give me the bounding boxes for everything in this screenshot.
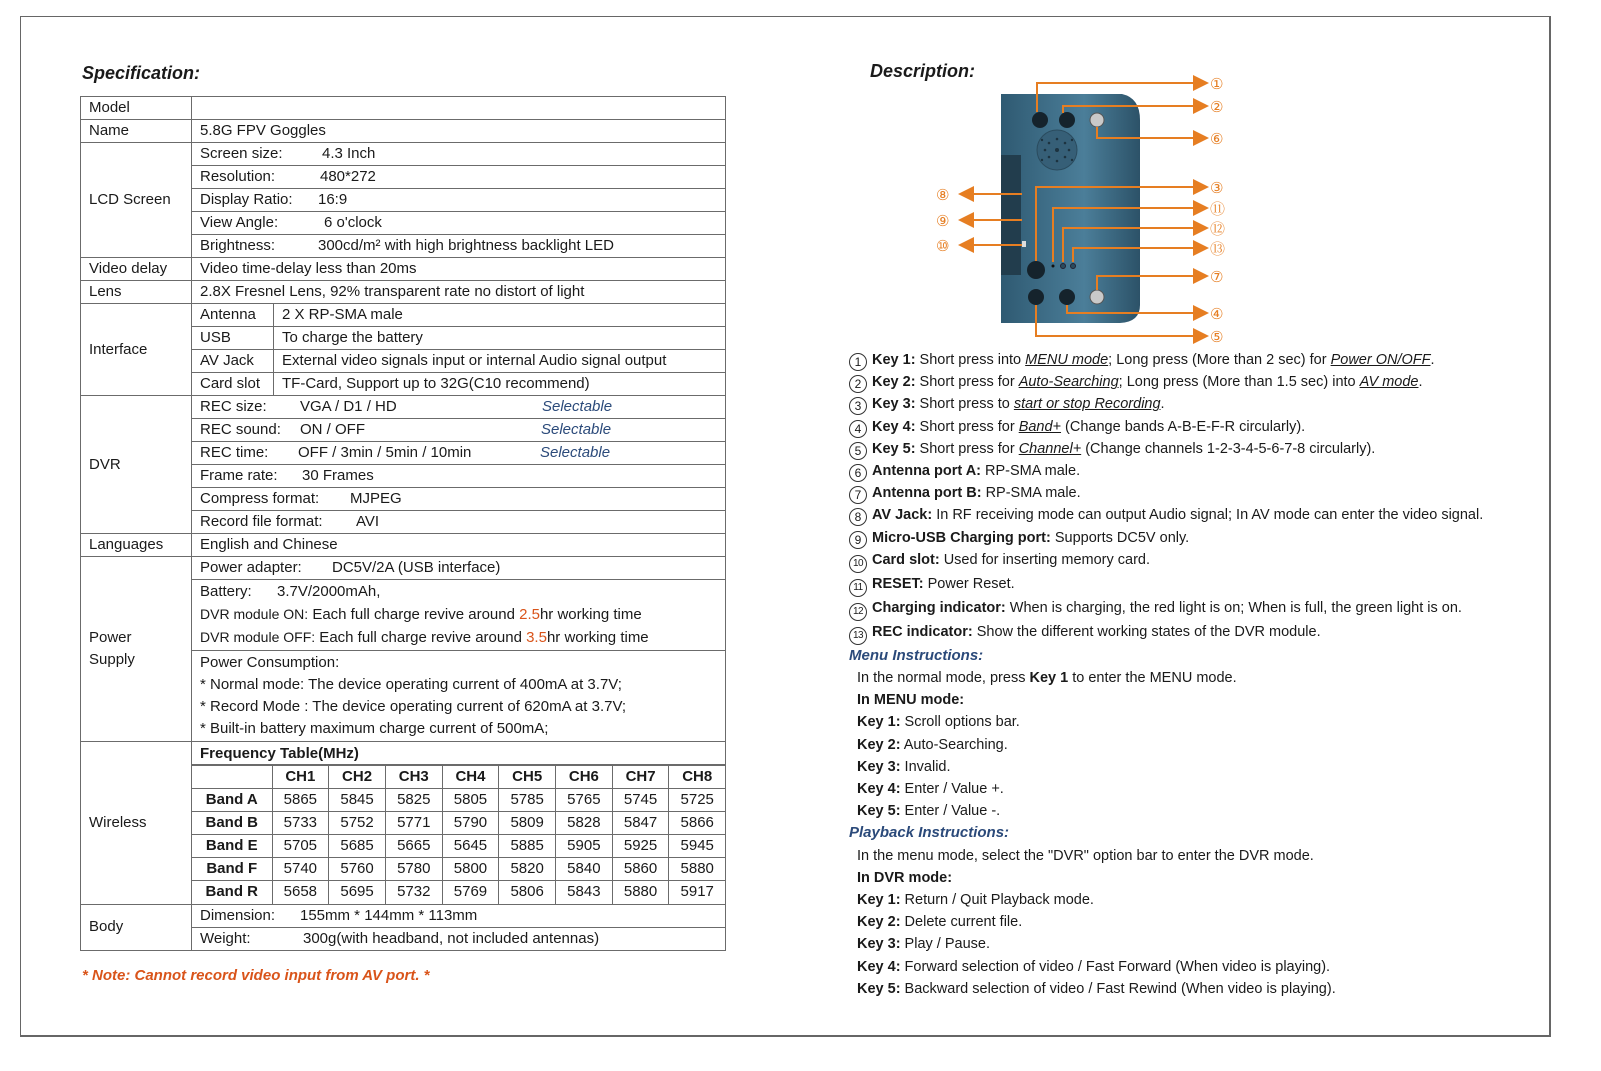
kv-key: Screen size: <box>200 145 283 162</box>
freq-cell: 5658 <box>272 881 329 904</box>
number-badge: 7 <box>849 486 867 504</box>
freq-cell: 5732 <box>385 881 442 904</box>
item-label: Micro-USB Charging port: <box>872 529 1051 546</box>
row-value <box>192 97 726 120</box>
key-label: Key 3: <box>857 936 901 953</box>
item-label: Key 5: <box>872 440 916 457</box>
dvr-on-text: Each full charge revive around <box>308 606 520 623</box>
item-label: Antenna port B: <box>872 485 982 502</box>
consumption-title: Power Consumption: <box>200 654 340 671</box>
item-label: Card slot: <box>872 551 940 568</box>
band-row <box>192 812 725 835</box>
freq-cell: 5785 <box>499 789 556 812</box>
list-item <box>849 621 1483 645</box>
emphasis: Band+ <box>1018 418 1062 435</box>
row-value <box>192 511 726 534</box>
row-value: English and Chinese <box>192 534 726 557</box>
callout-3: ③ <box>1210 179 1224 197</box>
kv-value: ON / OFF <box>300 421 365 438</box>
sub-label: USB <box>192 327 274 350</box>
kv-key: Resolution: <box>200 168 276 185</box>
consumption-line: * Normal mode: The device operating current of 400mA at 3.7V; <box>200 676 622 693</box>
freq-cell: 5760 <box>329 858 386 881</box>
sub-label: Antenna <box>192 304 274 327</box>
battery-cell <box>192 580 726 651</box>
freq-cell: 5745 <box>612 789 669 812</box>
freq-cell: 5809 <box>499 812 556 835</box>
item-text: Short press to <box>915 396 1014 413</box>
freq-cell: 5860 <box>612 858 669 881</box>
freq-cell: 5705 <box>272 835 329 858</box>
table-row-body <box>81 904 726 927</box>
dvr-off-hours: 3.5 <box>526 629 547 646</box>
kv-key: Frame rate: <box>200 467 278 484</box>
row-label: Languages <box>81 534 192 557</box>
channel-header: CH1 <box>272 766 329 789</box>
number-badge: 10 <box>849 555 867 573</box>
row-label: DVR <box>81 396 192 534</box>
kv-key: Battery: <box>200 583 252 600</box>
freq-cell: 5740 <box>272 858 329 881</box>
dvr-on-prefix: DVR module ON: <box>200 606 309 622</box>
consumption-cell <box>192 651 726 742</box>
list-item <box>849 482 1483 504</box>
callout-12: ⑫ <box>1210 220 1226 238</box>
item-text: . <box>1418 374 1423 391</box>
callout-4: ④ <box>1210 305 1224 323</box>
row-value <box>192 442 726 465</box>
row-value <box>192 465 726 488</box>
list-item <box>849 349 1483 371</box>
menu-key-item <box>849 734 1483 756</box>
kv-value: 16:9 <box>318 191 348 208</box>
channel-header: CH5 <box>499 766 556 789</box>
description-list <box>849 349 1483 1000</box>
kv-value: AVI <box>356 513 380 530</box>
freq-cell: 5825 <box>385 789 442 812</box>
callout-11: ⑪ <box>1210 200 1226 218</box>
row-label: Name <box>81 120 192 143</box>
band-row <box>192 881 725 904</box>
channel-header: CH3 <box>385 766 442 789</box>
callout-5: ⑤ <box>1210 328 1224 346</box>
kv-key: Display Ratio: <box>200 191 293 208</box>
item-text: Short press into <box>915 352 1026 368</box>
key-label: Key 2: <box>857 736 901 753</box>
key-text: Forward selection of video / Fast Forward (When video is playing). <box>900 958 1331 975</box>
freq-cell: 5880 <box>612 881 669 904</box>
table-row-video-delay <box>81 258 726 281</box>
mode-title: In DVR mode: <box>857 869 953 886</box>
table-row-wireless <box>81 742 726 905</box>
item-text: Short press for <box>915 374 1019 391</box>
menu-key-item <box>849 711 1483 733</box>
channel-header: CH4 <box>442 766 499 789</box>
row-value: 5.8G FPV Goggles <box>192 120 726 143</box>
key-text: Return / Quit Playback mode. <box>900 892 1094 909</box>
item-text: RP-SMA male. <box>981 463 1081 480</box>
key-label: Key 3: <box>857 758 901 775</box>
key-text: Enter / Value -. <box>900 803 1001 820</box>
key-label: Key 5: <box>857 980 901 997</box>
table-row-languages <box>81 534 726 557</box>
dvr-off-prefix: DVR module OFF: <box>200 629 316 645</box>
key-text: Play / Pause. <box>900 936 990 953</box>
row-label: Lens <box>81 281 192 304</box>
row-label: Interface <box>81 304 192 396</box>
table-row-name <box>81 120 726 143</box>
list-item <box>849 460 1483 482</box>
list-item <box>849 573 1483 597</box>
row-label: Body <box>81 904 192 950</box>
sub-label: Card slot <box>192 373 274 396</box>
kv-key: Brightness: <box>200 237 276 254</box>
selectable-tag: Selectable <box>541 421 612 438</box>
freq-cell: 5866 <box>669 812 725 835</box>
key-text: Enter / Value +. <box>900 781 1004 798</box>
kv-key: Weight: <box>200 929 251 947</box>
callout-7: ⑦ <box>1210 268 1224 286</box>
item-text: . <box>1160 396 1165 413</box>
kv-value: OFF / 3min / 5min / 10min <box>298 444 472 461</box>
kv-key: Dimension: <box>200 906 276 924</box>
freq-cell: 5695 <box>329 881 386 904</box>
number-badge: 4 <box>849 420 867 438</box>
freq-cell: 5945 <box>669 835 725 858</box>
key-label: Key 2: <box>857 914 901 931</box>
kv-value: 480*272 <box>320 168 376 185</box>
callout-1: ① <box>1210 75 1224 93</box>
freq-cell: 5790 <box>442 812 499 835</box>
item-text: Power Reset. <box>923 575 1015 592</box>
kv-key: Power adapter: <box>200 559 302 576</box>
row-value <box>192 488 726 511</box>
sub-value: 2 X RP-SMA male <box>274 304 726 327</box>
freq-cell: 5828 <box>556 812 613 835</box>
item-label: Key 4: <box>872 418 916 435</box>
freq-cell: 5847 <box>612 812 669 835</box>
callout-6: ⑥ <box>1210 130 1224 148</box>
selectable-tag: Selectable <box>542 398 613 415</box>
list-item <box>849 549 1483 573</box>
menu-key-item <box>849 778 1483 800</box>
dvr-on-suffix: hr working time <box>539 606 642 623</box>
row-label <box>81 557 192 742</box>
item-label: Key 3: <box>872 396 916 413</box>
specification-heading: Specification: <box>82 63 201 83</box>
goggles-side-panel-illustration <box>930 70 1240 350</box>
table-row-power <box>81 557 726 580</box>
kv-value: DC5V/2A (USB interface) <box>332 559 501 576</box>
number-badge: 2 <box>849 375 867 393</box>
number-badge: 11 <box>849 579 867 597</box>
number-badge: 8 <box>849 508 867 526</box>
freq-cell: 5880 <box>669 858 725 881</box>
playback-key-item <box>849 911 1483 933</box>
key-label: Key 4: <box>857 958 901 975</box>
band-label: Band A <box>192 789 272 812</box>
row-label: Video delay <box>81 258 192 281</box>
sub-value: External video signals input or internal Audio signal output <box>274 350 726 373</box>
item-text: Show the different working states of the DVR module. <box>972 623 1321 640</box>
item-label: AV Jack: <box>872 507 933 524</box>
item-label: Antenna port A: <box>872 463 982 480</box>
intro-text: to enter the MENU mode. <box>1068 670 1237 687</box>
number-badge: 13 <box>849 627 867 645</box>
corner-cell <box>192 766 272 789</box>
table-row-model <box>81 97 726 120</box>
selectable-tag: Selectable <box>540 444 611 461</box>
menu-intro <box>849 667 1483 689</box>
frequency-table <box>192 765 725 904</box>
key-text: Delete current file. <box>900 914 1023 931</box>
number-badge: 1 <box>849 353 867 371</box>
key-text: Auto-Searching. <box>900 736 1008 753</box>
row-label: LCD Screen <box>81 143 192 258</box>
dvr-on-hours: 2.5 <box>519 606 540 623</box>
specification-table <box>80 96 726 951</box>
kv-key: View Angle: <box>200 214 279 231</box>
item-label: Charging indicator: <box>872 599 1006 616</box>
freq-cell: 5925 <box>612 835 669 858</box>
callout-13: ⑬ <box>1210 240 1226 258</box>
table-row-dvr <box>81 396 726 419</box>
emphasis: Power ON/OFF <box>1330 352 1431 368</box>
frequency-header-row <box>192 766 725 789</box>
row-value: 2.8X Fresnel Lens, 92% transparent rate no distort of light <box>192 281 726 304</box>
menu-key-item <box>849 756 1483 778</box>
emphasis: MENU mode <box>1025 352 1109 368</box>
freq-cell: 5780 <box>385 858 442 881</box>
playback-key-item <box>849 933 1483 955</box>
menu-key-item <box>849 800 1483 822</box>
freq-cell: 5805 <box>442 789 499 812</box>
row-value: Video time-delay less than 20ms <box>192 258 726 281</box>
row-value <box>192 396 726 419</box>
freq-cell: 5843 <box>556 881 613 904</box>
kv-key: REC time: <box>200 444 269 461</box>
power-label: Power Supply <box>89 629 135 668</box>
freq-cell: 5840 <box>556 858 613 881</box>
row-label: Model <box>81 97 192 120</box>
kv-value: 30 Frames <box>302 467 374 484</box>
row-value <box>192 927 726 950</box>
menu-mode-title <box>849 689 1483 711</box>
item-label: Key 1: <box>872 352 916 368</box>
freq-cell: 5752 <box>329 812 386 835</box>
device-diagram <box>930 70 1240 350</box>
callout-10: ⑩ <box>936 237 950 255</box>
band-label: Band R <box>192 881 272 904</box>
freq-cell: 5806 <box>499 881 556 904</box>
freq-cell: 5820 <box>499 858 556 881</box>
freq-cell: 5800 <box>442 858 499 881</box>
sub-value: TF-Card, Support up to 32G(C10 recommend) <box>274 373 726 396</box>
row-value <box>192 557 726 580</box>
playback-key-item <box>849 889 1483 911</box>
list-item <box>849 371 1483 393</box>
kv-key: REC sound: <box>200 421 281 438</box>
number-badge: 3 <box>849 397 867 415</box>
freq-cell: 5917 <box>669 881 725 904</box>
item-text: . <box>1430 352 1435 368</box>
item-label: Key 2: <box>872 374 916 391</box>
kv-value: 3.7V/2000mAh, <box>277 583 381 600</box>
emphasis: AV mode <box>1359 374 1419 391</box>
row-value <box>192 189 726 212</box>
item-text: Short press for <box>915 418 1019 435</box>
frequency-table-cell <box>192 742 726 905</box>
freq-cell: 5905 <box>556 835 613 858</box>
item-label: REC indicator: <box>872 623 973 640</box>
kv-value: MJPEG <box>350 490 402 507</box>
emphasis: Auto-Searching <box>1018 374 1119 391</box>
freq-cell: 5845 <box>329 789 386 812</box>
table-row-lens <box>81 281 726 304</box>
number-badge: 12 <box>849 603 867 621</box>
av-port-note: * Note: Cannot record video input from AV port. * <box>82 967 430 984</box>
band-label: Band B <box>192 812 272 835</box>
channel-header: CH7 <box>612 766 669 789</box>
number-badge: 5 <box>849 442 867 460</box>
kv-value: 300g(with headband, not included antennas) <box>303 929 600 947</box>
row-value <box>192 166 726 189</box>
list-item <box>849 416 1483 438</box>
key-text: Backward selection of video / Fast Rewind (When video is playing). <box>900 980 1336 997</box>
callout-2: ② <box>1210 98 1224 116</box>
kv-value: VGA / D1 / HD <box>300 398 397 415</box>
kv-key: REC size: <box>200 398 267 415</box>
intro-key: Key 1 <box>1029 670 1069 687</box>
list-item <box>849 393 1483 415</box>
dvr-mode-title <box>849 867 1483 889</box>
row-value <box>192 143 726 166</box>
item-text: (Change bands A-B-E-F-R circularly). <box>1061 418 1306 435</box>
playback-key-item <box>849 956 1483 978</box>
kv-key: Record file format: <box>200 513 323 530</box>
row-label: Wireless <box>81 742 192 905</box>
description-heading: Description: <box>870 61 976 81</box>
consumption-line: * Record Mode : The device operating current of 620mA at 3.7V; <box>200 698 627 715</box>
key-label: Key 4: <box>857 781 901 798</box>
consumption-line: * Built-in battery maximum charge current of 500mA; <box>200 720 549 737</box>
item-text: When is charging, the red light is on; When is full, the green light is on. <box>1005 599 1462 616</box>
freq-cell: 5725 <box>669 789 725 812</box>
freq-cell: 5769 <box>442 881 499 904</box>
list-item <box>849 527 1483 549</box>
key-label: Key 1: <box>857 892 901 909</box>
kv-value: 300cd/m² with high brightness backlight LED <box>318 237 614 254</box>
sub-label: AV Jack <box>192 350 274 373</box>
frequency-table-title: Frequency Table(MHz) <box>192 742 725 765</box>
band-row <box>192 835 725 858</box>
kv-value: 6 o'clock <box>324 214 382 231</box>
freq-cell: 5733 <box>272 812 329 835</box>
list-item <box>849 597 1483 621</box>
item-label: RESET: <box>872 575 924 592</box>
item-text: Used for inserting memory card. <box>939 551 1150 568</box>
kv-value: 4.3 Inch <box>322 145 376 162</box>
channel-header: CH6 <box>556 766 613 789</box>
table-row-lcd <box>81 143 726 166</box>
band-row <box>192 858 725 881</box>
mode-title: In MENU mode: <box>857 692 965 709</box>
list-item <box>849 504 1483 526</box>
item-text: In RF receiving mode can output Audio signal; In AV mode can enter the video signal. <box>932 507 1484 524</box>
playback-instructions-heading: Playback Instructions: <box>849 824 1010 842</box>
channel-header: CH2 <box>329 766 386 789</box>
freq-cell: 5771 <box>385 812 442 835</box>
kv-value: 155mm * 144mm * 113mm <box>300 906 478 924</box>
freq-cell: 5645 <box>442 835 499 858</box>
sub-value: To charge the battery <box>274 327 726 350</box>
number-badge: 6 <box>849 464 867 482</box>
list-item <box>849 438 1483 460</box>
key-text: Invalid. <box>900 758 951 775</box>
playback-key-item <box>849 978 1483 1000</box>
item-text: RP-SMA male. <box>981 485 1081 502</box>
freq-cell: 5685 <box>329 835 386 858</box>
row-value <box>192 419 726 442</box>
intro-text: In the normal mode, press <box>857 670 1030 687</box>
row-value <box>192 904 726 927</box>
playback-intro: In the menu mode, select the "DVR" option bar to enter the DVR mode. <box>857 847 1314 864</box>
item-text: Short press for <box>915 440 1019 457</box>
menu-instructions-heading: Menu Instructions: <box>849 646 984 664</box>
freq-cell: 5665 <box>385 835 442 858</box>
table-row-interface <box>81 304 726 327</box>
key-label: Key 5: <box>857 803 901 820</box>
item-text: ; Long press (More than 2 sec) for <box>1108 352 1331 368</box>
emphasis: Channel+ <box>1018 440 1082 457</box>
dvr-off-suffix: hr working time <box>546 629 649 646</box>
number-badge: 9 <box>849 531 867 549</box>
band-label: Band E <box>192 835 272 858</box>
kv-key: Compress format: <box>200 490 320 507</box>
freq-cell: 5865 <box>272 789 329 812</box>
band-row <box>192 789 725 812</box>
dvr-off-text: Each full charge revive around <box>315 629 527 646</box>
key-text: Scroll options bar. <box>900 714 1020 731</box>
key-label: Key 1: <box>857 714 901 731</box>
callout-9: ⑨ <box>936 212 950 230</box>
item-text: (Change channels 1-2-3-4-5-6-7-8 circularly). <box>1081 440 1376 457</box>
freq-cell: 5885 <box>499 835 556 858</box>
row-value <box>192 212 726 235</box>
callout-8: ⑧ <box>936 186 950 204</box>
row-value <box>192 235 726 258</box>
freq-cell: 5765 <box>556 789 613 812</box>
band-label: Band F <box>192 858 272 881</box>
channel-header: CH8 <box>669 766 725 789</box>
emphasis: start or stop Recording <box>1013 396 1161 413</box>
item-text: Supports DC5V only. <box>1050 529 1190 546</box>
item-text: ; Long press (More than 1.5 sec) into <box>1118 374 1360 391</box>
